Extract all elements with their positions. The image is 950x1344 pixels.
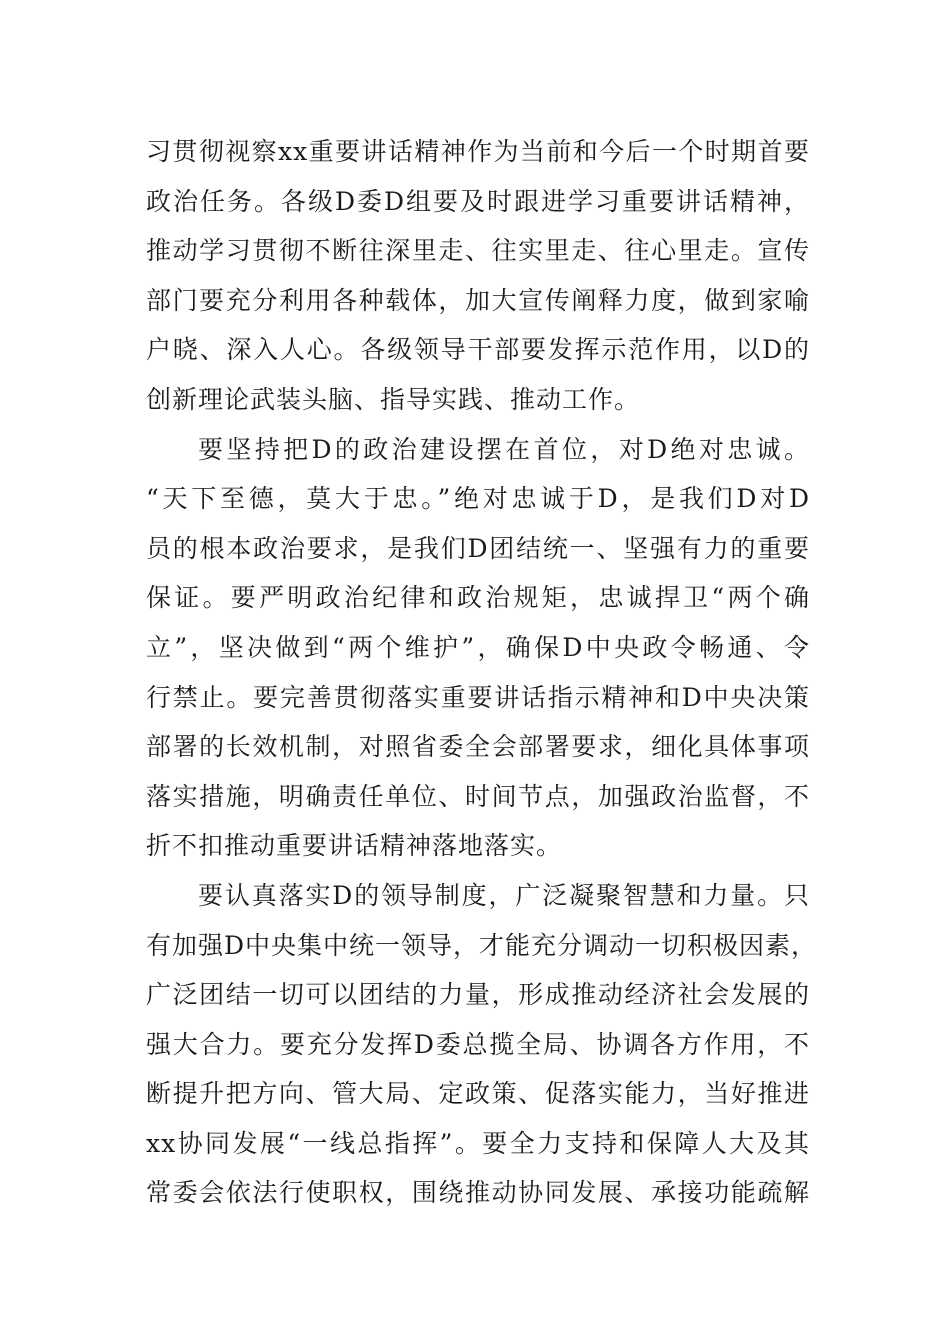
text-line: 强大合力。要充分发挥D委总揽全局、协调各方作用，不 (146, 1029, 810, 1059)
text-line: xx协同发展“一线总指挥”。要全力支持和保障人大及其 (146, 1128, 810, 1158)
body-text (146, 127, 818, 1218)
text-line: 要认真落实D的领导制度，广泛凝聚智慧和力量。只 (198, 880, 810, 910)
text-line: “天下至德，莫大于忠。”绝对忠诚于D，是我们D对D (146, 484, 810, 514)
text-line: 部署的长效机制，对照省委全会部署要求，细化具体事项 (146, 732, 810, 762)
text-line: 广泛团结一切可以团结的力量，形成推动经济社会发展的 (146, 980, 810, 1010)
text-line: 习贯彻视察xx重要讲话精神作为当前和今后一个时期首要 (146, 137, 810, 166)
text-line: 员的根本政治要求，是我们D团结统一、坚强有力的重要 (146, 533, 810, 563)
text-line: 折不扣推动重要讲话精神落地落实。 (146, 831, 563, 861)
text-line: 立”，坚决做到“两个维护”，确保D中央政令畅通、令 (146, 632, 810, 662)
text-line: 推动学习贯彻不断往深里走、往实里走、往心里走。宣传 (146, 236, 810, 266)
text-line: 部门要充分利用各种载体，加大宣传阐释力度，做到家喻 (146, 285, 810, 315)
text-line: 常委会依法行使职权，围绕推动协同发展、承接功能疏解 (146, 1178, 810, 1208)
text-line: 断提升把方向、管大局、定政策、促落实能力，当好推进 (146, 1079, 810, 1109)
text-line: 政治任务。各级D委D组要及时跟进学习重要讲话精神， (146, 186, 810, 216)
text-line: 行禁止。要完善贯彻落实重要讲话指示精神和D中央决策 (146, 682, 810, 712)
text-line: 创新理论武装头脑、指导实践、推动工作。 (146, 384, 641, 414)
text-line: 要坚持把D的政治建设摆在首位，对D绝对忠诚。 (198, 434, 810, 464)
text-line: 落实措施，明确责任单位、时间节点，加强政治监督，不 (146, 781, 810, 811)
text-line: 户晓、深入人心。各级领导干部要发挥示范作用，以D的 (146, 335, 810, 365)
text-line: 有加强D中央集中统一领导，才能充分调动一切积极因素， (146, 930, 818, 960)
text-line: 保证。要严明政治纪律和政治规矩，忠诚捍卫“两个确 (146, 583, 810, 613)
